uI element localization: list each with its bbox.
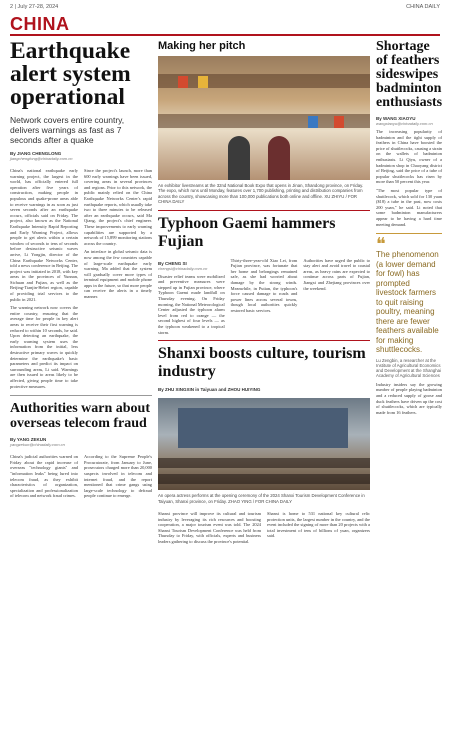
quote-mark-icon: ❝: [376, 234, 386, 255]
section-title: CHINA: [10, 14, 70, 34]
pull-quote-text: The phenomenon (a lower demand for fowl) has prompted livestock farmers to quit raising poultry, meaning there are fewer feathers available for making shuttlecocks.: [376, 250, 439, 355]
typhoon-body-c: Authorities have urged the public to stay alert and avoid travel to coastal areas, as heavy rains are expected to continue across parts of Fujian, Jiangxi and Zhejiang provinces over the weekend.: [303, 257, 371, 291]
shanxi-body: [158, 508, 370, 545]
earthquake-headline: Earthquake alert system operational: [10, 38, 131, 110]
earthquake-body-d: An interface in global seismic data is now among the few countries capable of large-scale earthquake early warning. Ma added that the system will gradually cover more types of terminal equipment and mobile phone apps in the future, so that more people can receive the alerts in a timely manner.: [84, 249, 152, 300]
red-rule-2: [158, 340, 370, 341]
earthquake-email: jiangchenglong@chinadaily.com.cn: [10, 156, 73, 161]
fraud-headline: Authorities warn about overseas telecom fraud: [10, 401, 151, 431]
fraud-body-b: According to the Supreme People's Procuratorate, from January to June, prosecutors charged more than 20,000 suspects involved in telecom and internet fraud, and the report mentioned that crime gangs using large-scale technology to defraud people continue to emerge.: [84, 454, 152, 499]
typhoon-body-a: Disaster relief teams were mobilized and preventive measures were stepped up in Fujian province, where Typhoon Gaemi made landfall on Thursday evening. On Friday morning, the National Meteorological Center adjusted the typhoon alarm level from red to orange — the second highest of four levels — as the typhoon weakened to a tropical storm.: [158, 273, 225, 335]
shanxi-byline: By ZHU XINGXIN in Taiyuan and ZHOU HUIYING: [158, 387, 261, 393]
earthquake-byline: By JIANG CHENGLONG: [10, 151, 62, 156]
fraud-body: [10, 451, 152, 499]
photo-kicker: Making her pitch: [158, 40, 246, 52]
typhoon-byline: By CHENG SI: [158, 260, 187, 266]
earthquake-body-a: China's national earthquake early warning project, the largest in the world, has officially entered full operation after five years of construction, making people in populous and quake-prone areas able to receive warnings in as soon as just seven seconds after an earthquake occurs, officials said on Friday. The project, also known as the National Earthquake Intensity Rapid Reporting and Early Warning Project, allows people to get alerts within a certain window of seconds to tens of seconds before destructive seismic waves arrive, Li Yongjin, director of the China Earthquake Networks Center, told a news conference in Beijing. The project was initiated in 2018, with key areas in the provinces of Yunnan, Sichuan and Fujian, as well as the Beijing-Tianjin-Hebei region, capable of providing trial services to the public in 2021.: [10, 168, 78, 302]
book-expo-caption: An exhibitor livestreams at the 32nd National Book Expo that opens in Jinan, Shandong province, on Friday. The expo, which runs until Monday, features over 1,700 publishing, printing and distribution companies from across the country, showcasing more than 100,000 publications both online and offline. XU ZHIYU / FOR CHINA DAILY: [158, 183, 364, 205]
shanxi-headline: Shanxi boosts culture, tourism industry: [158, 345, 366, 381]
earthquake-deck: Network covers entire country, delivers warnings as fast as 7 seconds after a quake: [10, 115, 125, 145]
page-date: 2 | July 27-28, 2024: [10, 4, 59, 10]
book-expo-photo: [158, 56, 370, 180]
typhoon-body-b: Thirty-three-year-old Xiao Lei, from Fujian province, was fortunate that her home and belongings remained safe, as she had worried about damage by the strong winds. Meanwhile, in Putian, the typhoon's force caused damage to roads and power lines across several towns, though local authorities quickly restored basic services.: [230, 257, 298, 313]
right-column: [376, 40, 442, 415]
pull-quote-attribution: Lu Zengbin, a researcher at the Institute of Agricultural Economics and Development at the Shanghai Academy of Agricultural Sciences: [376, 357, 441, 379]
middle-column: [158, 40, 370, 545]
fraud-email: yangzekun@chinadaily.com.cn: [10, 442, 65, 448]
shanxi-body-a: Shanxi province will improve its cultural and tourism industry by leveraging its rich resources and boosting cooperation, a major tourism event was told. The 2024 Shanxi Tourism Development Conference was held from Thursday to Friday, with officials, experts and business leaders gathering to discuss the province's potential.: [158, 510, 261, 544]
column-divider: [10, 395, 152, 396]
feathers-body-b: "The most popular type of shuttlecock, which sold for 130 yuan ($18) a tube in the past, now costs 200 yuan," he said. Li noted that some badminton manufacturers appear to be having a hard time meeting demand.: [376, 187, 442, 227]
pull-quote: [376, 233, 442, 379]
red-rule: [158, 210, 370, 211]
earthquake-body: [10, 165, 152, 389]
publication-name: CHINA DAILY: [406, 4, 440, 10]
feathers-byline: By WANG XIAOYU: [376, 116, 416, 121]
left-column: [10, 40, 152, 499]
feathers-headline: Shortage of feathers sideswipes badminton enthusiasts: [376, 39, 443, 110]
shanxi-body-b: Shanxi is home to 531 national key cultural relic protection units, the largest number in the country, and the event included the signing of more than 20 projects with a total investment of tens of billions of yuan, organizers said.: [267, 510, 370, 539]
feathers-body-c: Industry insiders say the growing number of people playing badminton and a reduced supply of goose and duck feathers have driven up the cost of shuttlecocks, which are typically made from 16 feathers.: [376, 381, 442, 415]
earthquake-body-c: Since the project's launch, more than 600 early warnings have been issued, covering areas in several provinces and regions. Prior to this network, the public mainly relied on the China Earthquake Networks Center's rapid earthquake reports, which usually take two to three minutes to be released after an earthquake occurs, said Ma Qiang, the project's chief engineer. These improvements to early warning capabilities are supported by a network of 15,899 monitoring stations across the country.: [84, 168, 152, 246]
typhoon-email: chengsi@chinadaily.com.cn: [158, 265, 208, 271]
shanxi-photo: [158, 398, 370, 490]
typhoon-body: [158, 255, 370, 336]
fraud-byline: By YANG ZEKUN: [10, 437, 47, 443]
typhoon-headline: Typhoon Gaemi hammers Fujian: [158, 214, 336, 250]
earthquake-body-b: The warning network now covers the entire country, ensuring that the average time for people in key alert areas to receive their first warning is reduced to within 10 seconds, he said. Upon detecting an earthquake, the early warning system uses the information from the initial, less destructive primary waves to quickly determine the earthquake's basic parameters and predict its impact on surrounding areas, Li said. Warnings are then issued to areas likely to be affected, giving people time to take protective measures.: [10, 305, 78, 389]
masthead: [10, 4, 440, 16]
shanxi-caption: An opera actress performs at the opening ceremony of the 2024 Shanxi Tourism Development Conference in Taiyuan, Shanxi province, on Friday. ZHAO YING / FOR CHINA DAILY: [158, 493, 365, 504]
section-rule: [10, 34, 440, 36]
feathers-body-a: The increasing popularity of badminton and the tight supply of feathers in China have boosted the price of shuttlecocks, causing a strain on the wallets of badminton enthusiasts. Li Qiyu, owner of a badminton shop in Chaoyang district of Beijing, said the price of a tube of popular shuttlecocks has risen by more than 50 percent this year.: [376, 129, 442, 185]
feathers-email: wangxiaoyu@chinadaily.com.cn: [376, 121, 433, 126]
fraud-body-a: China's judicial authorities warned on Friday about the rapid increase of overseas "technology giants" and "information leaks" being lured into telecom fraud, as they exhibit characteristics of organization, specialization and professionalization of telecom and network fraud crimes.: [10, 454, 78, 499]
